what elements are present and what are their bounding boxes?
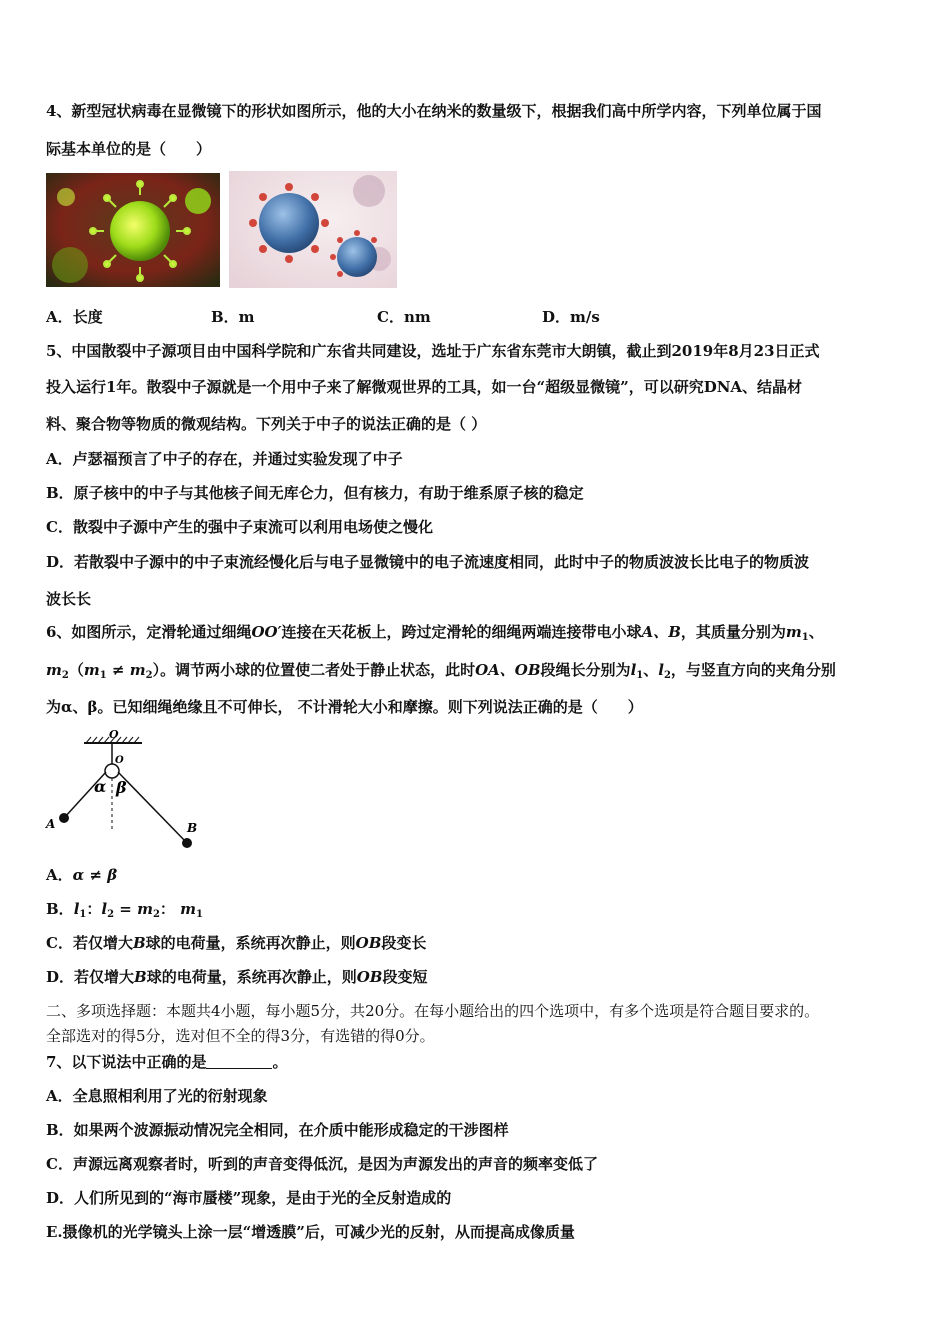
q5-option-c[interactable]: C．散裂中子源中产生的强中子束流可以利用电场使之慢化	[46, 518, 433, 536]
q7-option-e[interactable]: E.摄像机的光学镜头上涂一层“增透膜”后，可减少光的反射，从而提高成像质量	[46, 1223, 575, 1241]
q5-stem-line2: 投入运行1年。散裂中子源就是一个用中子来了解微观世界的工具，如一台“超级显微镜”，可以研究DNA、结晶材	[46, 378, 803, 396]
label-o: O	[115, 755, 124, 766]
q7-option-d[interactable]: D．人们所见到的“海市蜃楼”现象，是由于光的全反射造成的	[46, 1189, 452, 1207]
q5-stem-line3: 料、聚合物等物质的微观结构。下列关于中子的说法正确的是（ ）	[46, 415, 487, 433]
q4-option-d[interactable]: D．m/s	[542, 308, 600, 326]
q6-option-d[interactable]: D．若仅增大B球的电荷量，系统再次静止，则OB段变短	[46, 968, 428, 986]
q6-option-c[interactable]: C．若仅增大B球的电荷量，系统再次静止，则OB段变长	[46, 934, 427, 952]
q4-option-b[interactable]: B．m	[211, 308, 255, 326]
ball-a	[59, 813, 69, 823]
ball-b	[182, 838, 192, 848]
q5-stem-line1: 5、中国散裂中子源项目由中国科学院和广东省共同建设，选址于广东省东莞市大朗镇，截止到2019年8月23日正式	[46, 342, 820, 360]
q4-options	[46, 307, 906, 327]
q6-option-a[interactable]: A．α ≠ β	[46, 866, 118, 884]
angle-beta: β	[116, 778, 127, 797]
q5-option-a[interactable]: A．卢瑟福预言了中子的存在，并通过实验发现了中子	[46, 450, 403, 468]
q5-option-d-line1[interactable]: D．若散裂中子源中的中子束流经慢化后与电子显微镜中的电子流速度相同，此时中子的物质波波长比电子的物质波	[46, 553, 810, 571]
q6-stem-line3: 为α、β。已知细绳绝缘且不可伸长， 不计滑轮大小和摩擦。则下列说法正确的是（ ）	[46, 698, 643, 716]
section2-heading-line2: 全部选对的得5分，选对但不全的得3分，有选错的得0分。	[46, 1027, 435, 1045]
q6-stem-line1: 6、如图所示，定滑轮通过细绳OO′连接在天花板上，跨过定滑轮的细绳两端连接带电小球A、B，其质量分别为$m_1$、	[46, 623, 824, 643]
label-b: B	[187, 821, 198, 835]
q4-option-c[interactable]: C．nm	[377, 308, 431, 326]
rope-ob	[118, 772, 187, 843]
section2-heading-line1: 二、多项选择题：本题共4小题，每小题5分，共20分。在每小题给出的四个选项中，有多个选项是符合题目要求的。	[46, 1002, 820, 1020]
pulley	[105, 764, 119, 778]
q7-stem: 7、以下说法中正确的是 。	[46, 1053, 288, 1071]
q6-option-b[interactable]: B．$l_1$：$l_2 = m_2$： $m_1$	[46, 900, 203, 920]
q4-stem-line1: 4、新型冠状病毒在显微镜下的形状如图所示，他的大小在纳米的数量级下，根据我们高中所学内容，下列单位属于国	[46, 102, 822, 120]
q6-stem-line2: $m_2(m_1 \ne m_2)$。调节两小球的位置使二者处于静止状态，此时OA、OB段绳长分别为$l_1$、$l_2$，与竖直方向的夹角分别	[46, 661, 836, 681]
q7-option-a[interactable]: A．全息照相利用了光的衍射现象	[46, 1087, 268, 1105]
pulley-diagram	[44, 726, 214, 852]
q4-stem-line2: 际基本单位的是（ ）	[46, 140, 212, 158]
q7-option-c[interactable]: C．声源远离观察者时，听到的声音变得低沉，是因为声源发出的声音的频率变低了	[46, 1155, 598, 1173]
virus-photo-blue	[229, 171, 397, 288]
label-o-top: O	[109, 728, 119, 741]
virus-photo-green	[46, 173, 220, 287]
label-a: A	[46, 817, 56, 831]
q5-option-b[interactable]: B．原子核中的中子与其他核子间无库仑力，但有核力，有助于维系原子核的稳定	[46, 484, 584, 502]
q4-option-a[interactable]: A．长度	[46, 308, 103, 326]
q7-option-b[interactable]: B．如果两个波源振动情况完全相同，在介质中能形成稳定的干涉图样	[46, 1121, 509, 1139]
q5-option-d-line2: 波长长	[46, 590, 92, 608]
answer-blank[interactable]	[206, 1054, 272, 1069]
angle-alpha: α	[94, 777, 107, 796]
